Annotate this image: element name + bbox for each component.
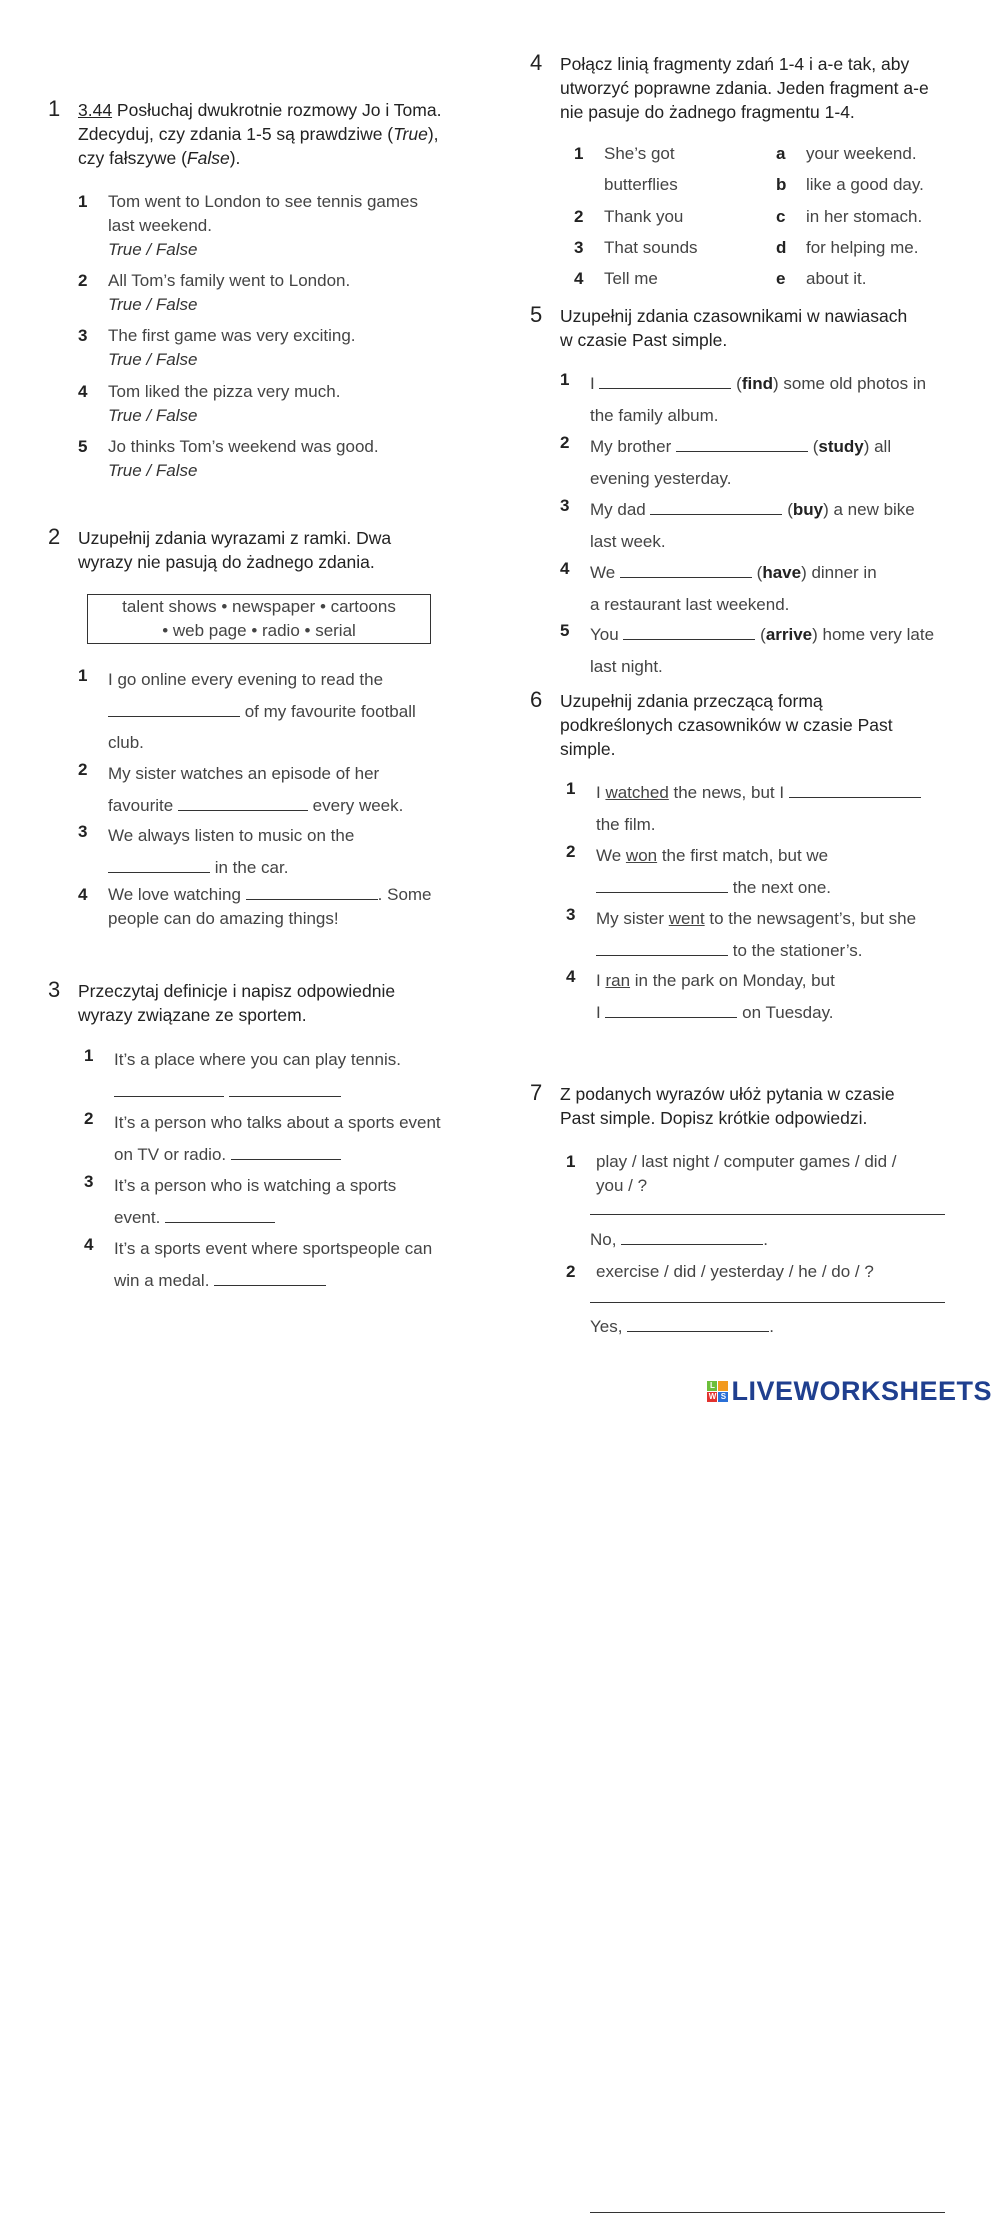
- answer-blank[interactable]: [114, 1082, 224, 1097]
- match-right-text: your weekend.: [806, 144, 917, 163]
- answer-blank[interactable]: [599, 374, 731, 389]
- answer-blank[interactable]: [165, 1208, 275, 1223]
- exercise-instruction: 3.44 Posłuchaj dwukrotnie rozmowy Jo i Toma. Zdecyduj, czy zdania 1-5 są prawdziwe (True), czy fałszywe (False).: [78, 100, 442, 168]
- match-left-item[interactable]: 3: [574, 238, 584, 257]
- match-right-item[interactable]: b: [776, 175, 787, 194]
- match-left-text: That sounds: [604, 238, 698, 257]
- answer-line[interactable]: [590, 1302, 945, 1303]
- exercise-instruction: Uzupełnij zdania przeczącą formą podkreślonych czasowników w czasie Past simple.: [560, 691, 893, 759]
- exercise-1: 1 3.44 Posłuchaj dwukrotnie rozmowy Jo i Toma. Zdecyduj, czy zdania 1-5 są prawdziwe (True), czy fałszywe (False). 1 Tom went to London to see tennis games last weekend. True / False 2 All Tom’s family went to London. True / False 3 The first game was very exciting. True / False 4 Tom liked the pizza very much. True / False 5 Jo thinks Tom’s weekend was good. True / False: [48, 98, 468, 498]
- exercise-6: 6 Uzupełnij zdania przeczącą formą podkreślonych czasowników w czasie Past simple. 1 I watched the news, but I the film. 2 We won the first match, but we the next one. 3 My sister went to the newsagent’s, but she to the stationer’s. 4 I ran in the park on Monday, but I on Tuesday.: [530, 689, 970, 1029]
- exercise-2: 2 Uzupełnij zdania wyrazami z ramki. Dwa wyrazy nie pasują do żadnego zdania. talent shows • newspaper • cartoons • web page • radio • serial 1 I go online every evening to read the of my favourite football club. 2 My sister watches an episode of her favourite every week. 3 We always listen to music on the in the car. 4 We love watching . Some people can do amazing things!: [48, 526, 468, 946]
- exercise-number: 1: [48, 96, 61, 121]
- match-right-text: for helping me.: [806, 238, 919, 257]
- exercise-number: 7: [530, 1080, 543, 1105]
- true-false-choice[interactable]: True / False: [108, 350, 198, 369]
- match-right-item[interactable]: e: [776, 269, 786, 288]
- audio-track[interactable]: 3.44: [78, 100, 113, 120]
- answer-blank[interactable]: [596, 878, 728, 893]
- match-right-text: about it.: [806, 269, 867, 288]
- answer-blank[interactable]: [596, 941, 728, 956]
- exercise-instruction: Przeczytaj definicje i napisz odpowiednie wyrazy związane ze sportem.: [78, 981, 396, 1025]
- exercise-instruction: Uzupełnij zdania czasownikami w nawiasach w czasie Past simple.: [560, 306, 908, 350]
- answer-blank[interactable]: [650, 500, 782, 515]
- match-left-text: Thank you: [604, 207, 684, 226]
- answer-blank[interactable]: [108, 858, 210, 873]
- answer-blank[interactable]: [229, 1082, 341, 1097]
- exercise-instruction: Uzupełnij zdania wyrazami z ramki. Dwa wyrazy nie pasują do żadnego zdania.: [78, 528, 392, 572]
- short-answer: No, .: [590, 1230, 768, 1249]
- answer-blank[interactable]: [627, 1317, 769, 1332]
- answer-blank[interactable]: [789, 783, 921, 798]
- answer-blank[interactable]: [676, 437, 808, 452]
- exercise-number: 4: [530, 50, 543, 75]
- liveworksheets-logo: [707, 1376, 992, 1407]
- match-left-item[interactable]: 2: [574, 207, 584, 226]
- answer-blank[interactable]: [621, 1230, 763, 1245]
- exercise-number: 3: [48, 977, 61, 1002]
- logo-text: LIVEWORKSHEETS: [731, 1376, 992, 1406]
- exercise-instruction: Połącz linią fragmenty zdań 1-4 i a-e tak, aby utworzyć poprawne zdania. Jeden fragment a-e nie pasuje do żadnego fragmentu 1-4.: [560, 54, 929, 122]
- exercise-7: 7 Z podanych wyrazów ułóż pytania w czasie Past simple. Dopisz krótkie odpowiedzi. 1 play / last night / computer games / did / you / ? No, . 2 exercise / did / yesterday / he / do / ? Yes, .: [530, 1082, 970, 1352]
- exercise-4: [530, 52, 970, 297]
- logo-mark-icon: L W S: [707, 1381, 728, 1402]
- match-right-text: like a good day.: [806, 175, 924, 194]
- true-false-choice[interactable]: True / False: [108, 295, 198, 314]
- answer-blank[interactable]: [214, 1271, 326, 1286]
- match-right-item[interactable]: d: [776, 238, 787, 257]
- match-left-text: She’s got: [604, 144, 675, 163]
- match-left-text: Tell me: [604, 269, 658, 288]
- exercise-number: 5: [530, 302, 543, 327]
- exercise-number: 6: [530, 687, 543, 712]
- answer-blank[interactable]: [605, 1003, 737, 1018]
- match-right-item[interactable]: c: [776, 207, 786, 226]
- match-right-item[interactable]: a: [776, 144, 786, 163]
- match-left-item[interactable]: 4: [574, 269, 584, 288]
- exercise-instruction: Z podanych wyrazów ułóż pytania w czasie Past simple. Dopisz krótkie odpowiedzi.: [560, 1084, 895, 1128]
- word-box: talent shows • newspaper • cartoons • web page • radio • serial: [87, 594, 431, 644]
- exercise-number: 2: [48, 524, 61, 549]
- match-left-item[interactable]: 1: [574, 144, 584, 163]
- true-false-choice[interactable]: True / False: [108, 461, 198, 480]
- answer-blank[interactable]: [231, 1145, 341, 1160]
- match-left-text: butterflies: [604, 175, 678, 194]
- match-right-text: in her stomach.: [806, 207, 923, 226]
- answer-line[interactable]: [590, 1214, 945, 1215]
- true-false-choice[interactable]: True / False: [108, 240, 198, 259]
- answer-blank[interactable]: [178, 796, 308, 811]
- answer-blank[interactable]: [108, 702, 240, 717]
- exercise-5: 5 Uzupełnij zdania czasownikami w nawiasach w czasie Past simple. 1 I (find) some old photos in the family album. 2 My brother (study) all evening yesterday. 3 My dad (buy) a new bike last week. 4 We (have) dinner in a restaurant last weekend. 5 You (arrive) home very late last night.: [530, 304, 970, 684]
- exercise-3: 3 Przeczytaj definicje i napisz odpowiednie wyrazy związane ze sportem. 1 It’s a place where you can play tennis. 2 It’s a person who talks about a sports event on TV or radio. 3 It’s a person who is watching a sports event. 4 It’s a sports event where sportspeople can win a medal.: [48, 979, 478, 1299]
- answer-blank[interactable]: [620, 563, 752, 578]
- true-false-choice[interactable]: True / False: [108, 406, 198, 425]
- short-answer: Yes, .: [590, 1317, 774, 1336]
- answer-blank[interactable]: [623, 625, 755, 640]
- answer-blank[interactable]: [246, 885, 378, 900]
